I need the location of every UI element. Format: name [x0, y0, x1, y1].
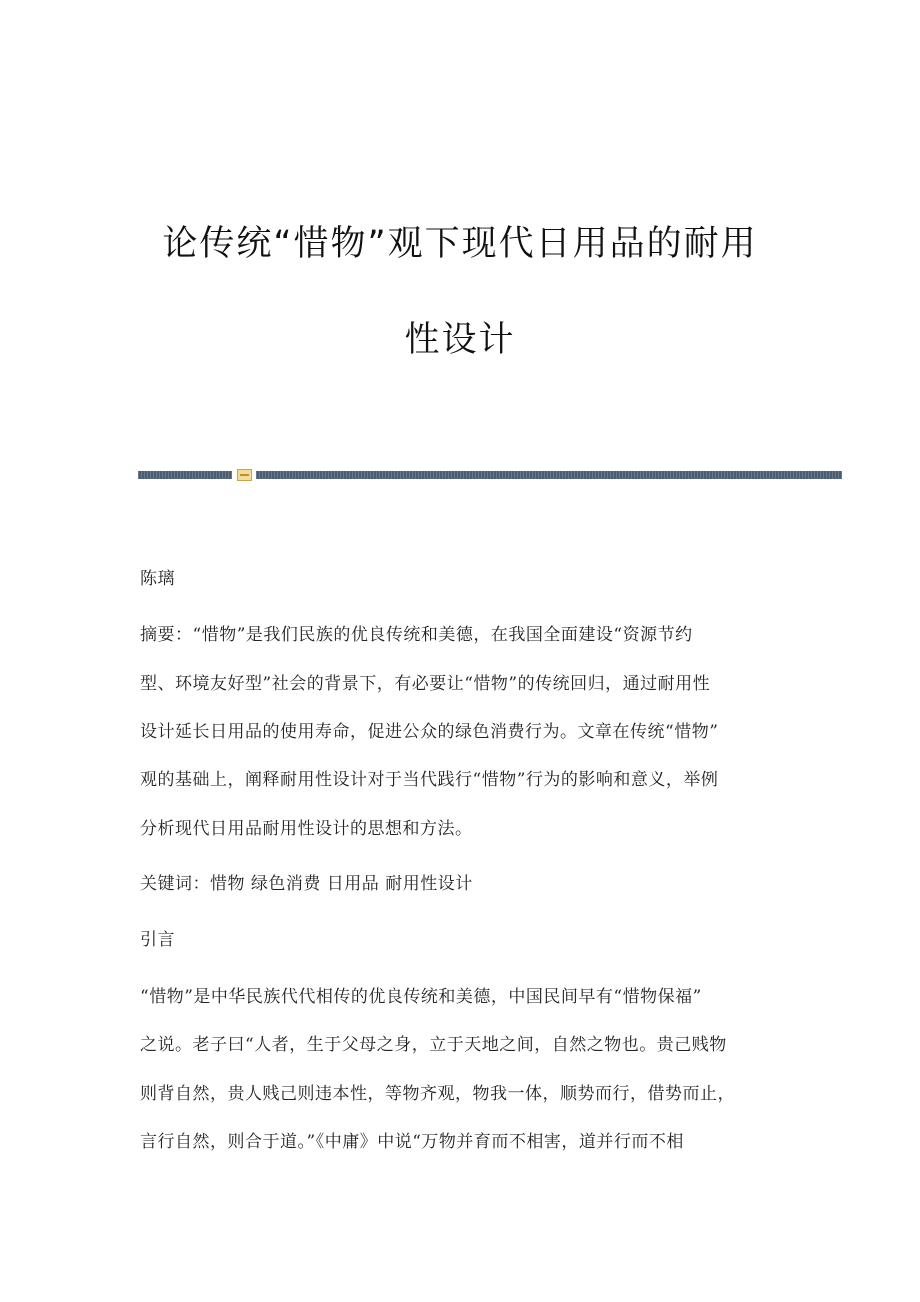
abstract-line: 摘要：“惜物”是我们民族的优良传统和美德，在我国全面建设“资源节约 [140, 625, 693, 645]
paper-title-line-1: 论传统“惜物”观下现代日用品的耐用 [162, 224, 758, 264]
envelope-icon [237, 469, 252, 481]
title-divider [138, 468, 842, 482]
body-line: “惜物”是中华民族代代相传的优良传统和美德，中国民间早有“惜物保福” [140, 987, 702, 1007]
body-line: 言行自然，则合于道。”《中庸》中说“万物并育而不相害，道并行而不相 [140, 1132, 684, 1152]
keywords: 关键词：惜物 绿色消费 日用品 耐用性设计 [140, 874, 473, 894]
body-line: 之说。老子曰“人者，生于父母之身，立于天地之间，自然之物也。贵己贱物 [140, 1035, 727, 1055]
abstract-line: 分析现代日用品耐用性设计的思想和方法。 [140, 819, 473, 839]
divider-bar-right [256, 471, 842, 479]
section-heading-intro: 引言 [140, 930, 175, 950]
author-name: 陈璃 [140, 569, 175, 589]
abstract-line: 型、环境友好型”社会的背景下，有必要让“惜物”的传统回归，通过耐用性 [140, 674, 711, 694]
body-line: 则背自然，贵人贱己则违本性，等物齐观，物我一体，顺势而行，借势而止， [140, 1084, 735, 1104]
paper-title-line-2: 性设计 [404, 320, 516, 360]
abstract-line: 设计延长日用品的使用寿命，促进公众的绿色消费行为。文章在传统“惜物” [140, 722, 719, 742]
divider-bar-left [138, 471, 232, 479]
abstract-line: 观的基础上，阐释耐用性设计对于当代践行“惜物”行为的影响和意义，举例 [140, 770, 719, 790]
